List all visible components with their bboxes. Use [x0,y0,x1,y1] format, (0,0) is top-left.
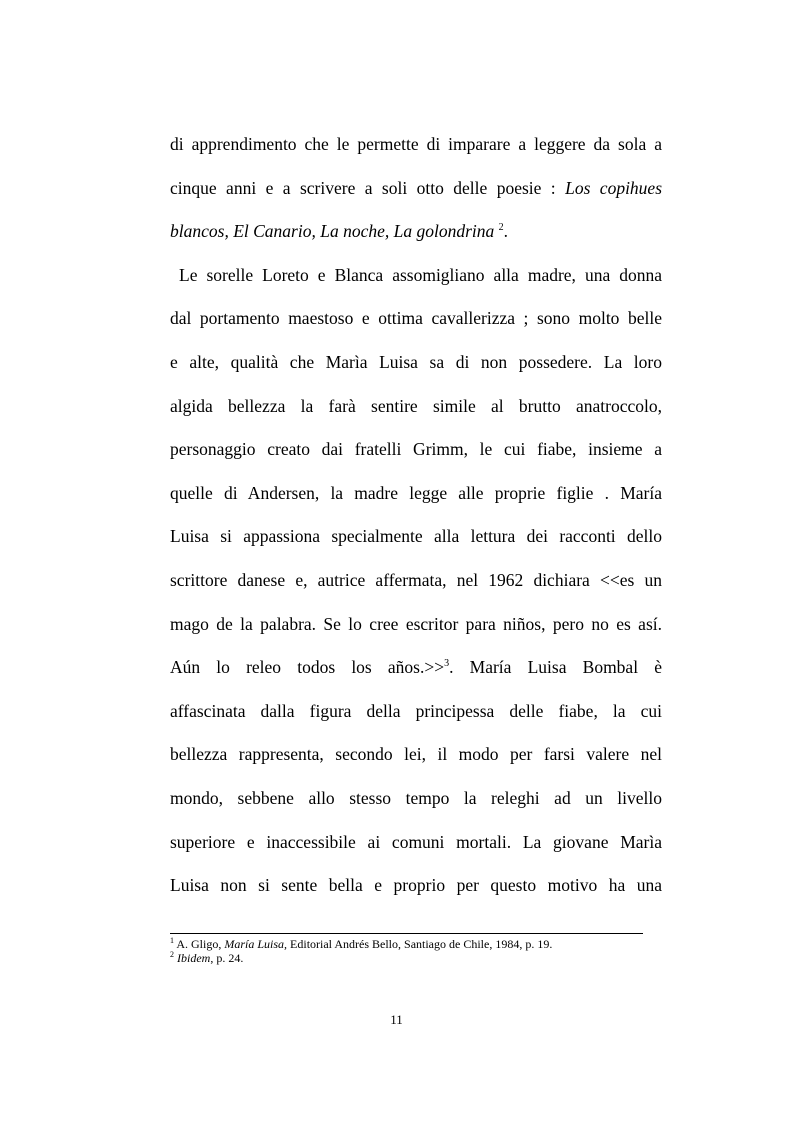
text-run: superiore e inaccessibile ai comuni mortali. La giovane Marìa [170,831,662,852]
text-line [170,130,662,174]
italic-text: María Luisa, [224,937,288,951]
text-run: affascinata dalla figura della principessa delle fiabe, la cui [170,700,662,721]
footnote-reference: 2 [498,222,504,234]
text-run: dal portamento maestoso e ottima cavallerizza ; sono molto belle [170,308,662,329]
text-line [170,479,662,523]
text-run: mondo, sebbene allo stesso tempo la releghi ad un livello [170,787,662,808]
text-line [170,828,662,872]
text-line [170,261,662,305]
text-run: Aún lo releo todos los años.>> [170,657,445,678]
text-line [170,740,662,784]
footnote-reference: 3 [444,658,450,670]
text-line [170,348,662,392]
text-run: di apprendimento che le permette di imparare a leggere da sola a [170,134,662,154]
text-run: . María Luisa Bombal è [449,657,662,678]
text-run: personaggio creato dai fratelli Grimm, le cui fiabe, insieme a [170,439,662,460]
text-run: Luisa si appassiona specialmente alla lettura dei racconti dello [170,526,662,547]
text-line [170,174,662,218]
text-run: algida bellezza la farà sentire simile al brutto anatroccolo, [170,395,662,416]
text-line [170,522,662,566]
page-number: 11 [390,1012,403,1027]
footnote-number: 1 [170,936,174,945]
text-run: Le sorelle Loreto e Blanca assomigliano alla madre, una donna [170,264,662,285]
text-line [170,392,662,436]
footnote-separator [170,933,643,934]
text-run: . [503,221,508,242]
footnote [170,937,670,951]
italic-text: blancos, El Canario, La noche, La golondrina [170,221,495,242]
text-run: quelle di Andersen, la madre legge alle proprie figlie . María [170,482,662,503]
text-line [170,217,662,261]
body-text [170,130,662,915]
text-run: Editorial Andrés Bello, Santiago de Chile, 1984, p. 19. [287,937,553,951]
text-run: e alte, qualità che Marìa Luisa sa di non possedere. La loro [170,351,662,372]
text-line [170,784,662,828]
footnote [170,951,670,965]
text-line [170,435,662,479]
text-run: scrittore danese e, autrice affermata, nel 1962 dichiara <<es un [170,569,662,590]
footnotes [170,937,670,965]
text-run: bellezza rappresenta, secondo lei, il modo per farsi valere nel [170,744,662,765]
text-line [170,610,662,654]
text-run: mago de la palabra. Se lo cree escritor para niños, pero no es así. [170,613,662,634]
italic-text: Los copihues [565,177,662,198]
footnote-number: 2 [170,950,174,959]
text-line [170,566,662,610]
italic-text: Ibidem [177,951,211,965]
text-run: cinque anni e a scrivere a soli otto delle poesie : [170,177,566,198]
text-run: Luisa non si sente bella e proprio per questo motivo ha una [170,875,662,896]
text-line [170,697,662,741]
text-line [170,871,662,915]
text-run: , p. 24. [210,951,244,965]
text-line [170,653,662,697]
text-line [170,304,662,348]
text-run: A. Gligo, [174,937,225,951]
